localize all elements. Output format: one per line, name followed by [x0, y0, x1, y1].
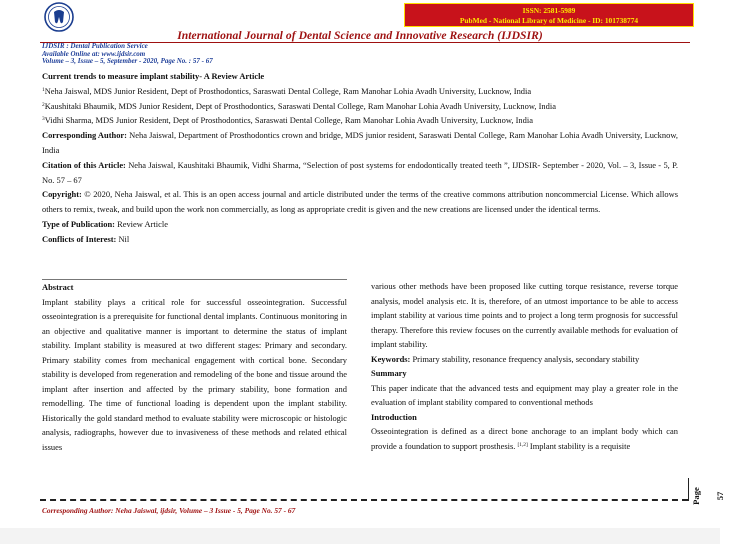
type-label: Type of Publication:	[42, 218, 115, 229]
conflicts-of-interest	[42, 232, 678, 247]
journal-logo	[44, 2, 74, 32]
introduction-text	[371, 424, 678, 453]
keywords	[371, 352, 678, 367]
citation-ref: [1,2]	[517, 441, 528, 448]
author-text: Kaushitaki Bhaumik, MDS Junior Resident, Dept of Prosthodontics, Saraswati Dental College, Ram Manohar Lohia Avadh University, Lucknow, India	[44, 100, 556, 111]
citation-label: Citation of this Article:	[42, 159, 126, 170]
page-number: Page 57	[691, 487, 725, 505]
citation-text: Neha Jaiswal, Kaushitaki Bhaumik, Vidhi Sharma, “Selection of post systems for endodontically treated teeth ”, IJDSIR- September - 2020, Vol. – 3, Issue - 5, P. No. 57 – 67	[42, 159, 678, 185]
pubmed-text: PubMed - National Library of Medicine - ID: 101738774	[459, 16, 639, 25]
article-title: Current trends to measure implant stability- A Review Article	[42, 71, 265, 81]
author-marker: 1	[42, 86, 45, 93]
issn-text: ISSN: 2581-5989	[522, 6, 576, 15]
abstract-continued: various other methods have been proposed like cutting torque resistance, reverse torque analysis, model analysis etc. It is, therefore, of an utmost importance to be able to access implant stability at various time points and to project a long term prognosis for successful therapy. Therefore this review focuses on the currently available methods for evaluation of implant stability.	[371, 281, 678, 349]
author-marker: 3	[42, 116, 45, 123]
left-column	[42, 279, 347, 454]
author-affiliation-3	[42, 113, 678, 128]
author-affiliation-1	[42, 84, 678, 99]
volume-info: Volume – 3, Issue – 5, September - 2020, Page No. : 57 - 67	[42, 57, 213, 66]
right-column	[371, 279, 678, 453]
keywords-label: Keywords:	[371, 353, 411, 364]
conflicts-text: Nil	[116, 233, 130, 244]
viewer-bottom-strip	[0, 528, 720, 544]
author-marker: 2	[42, 101, 45, 108]
footer-citation: Corresponding Author: Neha Jaiswal, ijdsir, Volume – 3 Issue - 5, Page No. 57 - 67	[42, 506, 296, 515]
publication-type	[42, 217, 678, 232]
summary-text: This paper indicate that the advanced tests and equipment may play a greater role in the evaluation of implant stability compared to conventional methods	[371, 382, 678, 407]
keywords-text: Primary stability, resonance frequency analysis, secondary stability	[410, 353, 640, 364]
publication-service: IJDSIR : Dental Publication Service	[42, 42, 148, 50]
corresponding-text: Neha Jaiswal, Department of Prosthodontics crown and bridge, MDS junior resident, Saraswati Dental College, Ram Manohar Lohia Avadh University, Lucknow, India	[42, 130, 678, 155]
journal-title: International Journal of Dental Science and Innovative Research (IJDSIR)	[177, 29, 543, 42]
footer-dotted-rule	[40, 499, 688, 503]
type-text: Review Article	[114, 218, 168, 229]
article-header	[42, 69, 678, 247]
citation	[42, 158, 678, 188]
abstract-text: Implant stability plays a critical role for successful osseointegration. Successful osseointegration is a prerequisite for functional dental implants. Continuous monitoring in an objective and qualitative manner is important to determine the status of implant stability. Implant stability is measured at two different stages: Primary and secondary. Primary stability comes from mechanical engagement with cortical bone. Secondary stability is developed from regeneration and remodeling of the bone and tissue around the implant after insertion and affected by the primary stability, bone formation and remodelling. The time of functional loading is dependent upon the implant stability. Historically the gold standard method to evaluate stability were microscopic or histologic analysis, radiographs, however due to invasiveness of these methods and related ethical issues	[42, 296, 347, 452]
abstract-heading: Abstract	[42, 282, 74, 292]
journal-meta	[42, 43, 213, 66]
conflicts-label: Conflicts of Interest:	[42, 233, 117, 244]
corresponding-label: Corresponding Author:	[42, 130, 127, 141]
author-affiliation-2	[42, 99, 678, 114]
summary-heading: Summary	[371, 368, 407, 378]
copyright-label: Copyright:	[42, 189, 82, 200]
copyright	[42, 187, 678, 217]
copyright-text: © 2020, Neha Jaiswal, et al. This is an open access journal and article distributed under the terms of the creative commons attribution noncommercial License. Which allows others to remix, tweak, and build upon the work non commercially, as long as appropriate credit is given and the new creations are licensed under the identical terms.	[42, 189, 678, 215]
author-text: Vidhi Sharma, MDS Junior Resident, Dept of Prosthodontics, Saraswati Dental College, Ram Manohar Lohia Avadh University, Lucknow, India	[44, 115, 533, 126]
corresponding-author	[42, 128, 678, 158]
introduction-heading: Introduction	[371, 411, 417, 422]
intro-text: Osseointegration is defined as a direct bone anchorage to an implant body which can provide a foundation to support prosthesis.	[371, 426, 678, 451]
issn-badge	[404, 3, 694, 27]
intro-text-2: Implant stability is a requisite	[527, 440, 631, 451]
online-link[interactable]: Available Online at: www.ijdsir.com	[42, 49, 146, 58]
author-text: Neha Jaiswal, MDS Junior Resident, Dept of Prosthodontics, Saraswati Dental College, Ram Manohar Lohia Avadh University, Lucknow, India	[44, 85, 532, 96]
